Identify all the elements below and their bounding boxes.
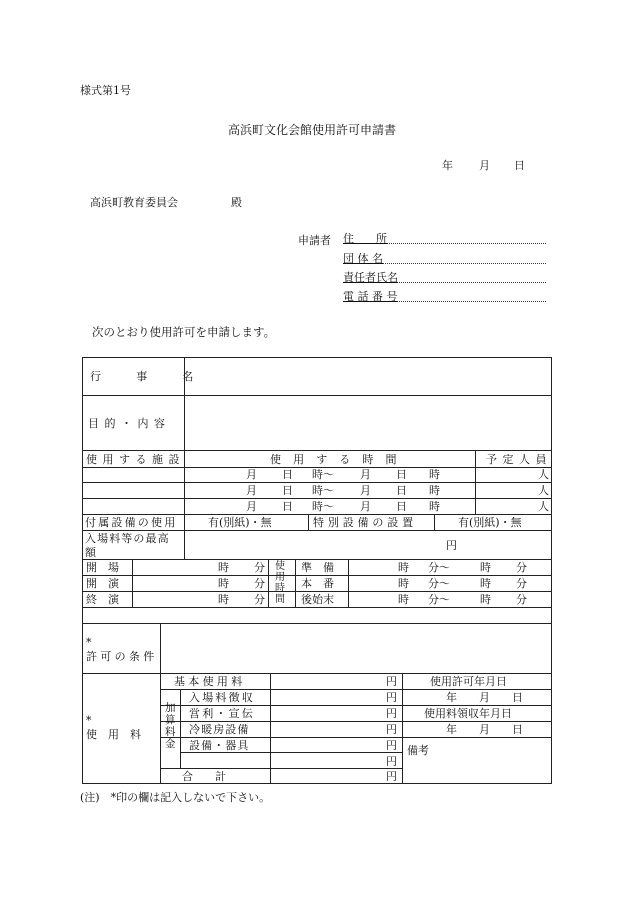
day-label: 日 <box>282 468 293 481</box>
max-fee-yen: 円 <box>446 539 457 552</box>
admission-fee-label: 入場料徴収 <box>189 691 255 704</box>
people-header: 予定人員 <box>486 453 552 466</box>
group-name-label: 団 体 名 <box>343 252 383 265</box>
equipment-fee-label: 設備・器具 <box>189 739 250 752</box>
date-year-label: 年 <box>442 159 453 172</box>
footnote: (注) *印の欄は記入しないで下さい。 <box>80 791 271 804</box>
hour-label: 時 <box>429 468 440 481</box>
conditions-star: * <box>86 636 92 649</box>
month-label: 月 <box>360 500 371 513</box>
fee-label: 使 用 料 <box>86 728 141 741</box>
close-show-label: 終 演 <box>86 593 119 606</box>
fun-label: 分 <box>516 593 527 606</box>
ji-label: 時 <box>398 561 409 574</box>
event-name-label: 行 事 名 <box>90 370 206 383</box>
basic-fee-label: 基本使用料 <box>174 675 246 688</box>
hour-from-label: 時〜 <box>312 484 334 497</box>
equipment-value[interactable]: 有(別紙)・無 <box>208 516 272 529</box>
day-label: 日 <box>396 500 407 513</box>
fun-label: 分 <box>254 561 265 574</box>
representative-label: 責任者氏名 <box>343 271 398 284</box>
day-label: 日 <box>282 484 293 497</box>
intro-text: 次のとおり使用許可を申請します。 <box>92 325 276 339</box>
people-unit: 人 <box>538 484 549 497</box>
representative-field[interactable] <box>343 269 546 283</box>
page-title: 高浜町文化会館使用許可申請書 <box>228 123 397 137</box>
month-label: 月 <box>360 484 371 497</box>
extra-fee-yen: 円 <box>386 755 397 768</box>
prep-label: 準 備 <box>301 561 334 574</box>
date-day-label: 日 <box>514 159 525 172</box>
fun-from-label: 分〜 <box>428 577 450 590</box>
commercial-label: 営利・宣伝 <box>189 707 255 720</box>
admission-fee-yen: 円 <box>386 691 397 704</box>
ji-label: 時 <box>218 577 229 590</box>
ji-label: 時 <box>480 561 491 574</box>
equipment-fee-yen: 円 <box>386 739 397 752</box>
open-show-label: 開 演 <box>86 577 119 590</box>
cleanup-label: 後始末 <box>301 593 334 606</box>
purpose-label: 目的・内容 <box>88 417 171 430</box>
phone-label: 電 話 番 号 <box>343 290 398 303</box>
day-label: 日 <box>282 500 293 513</box>
special-equipment-label: 特別設備の設置 <box>313 516 417 529</box>
month-label: 月 <box>360 468 371 481</box>
day-label: 日 <box>396 484 407 497</box>
ji-label: 時 <box>218 561 229 574</box>
hour-label: 時 <box>429 484 440 497</box>
facility-header: 使用する施設 <box>86 453 185 466</box>
ji-label: 時 <box>480 577 491 590</box>
remarks-label: 備考 <box>407 744 429 757</box>
usage-time-vertical-label: 使 用 時 間 <box>275 561 285 605</box>
aircon-label: 冷暖房設備 <box>189 723 250 736</box>
total-yen: 円 <box>386 770 397 783</box>
date-month-label: 月 <box>479 159 490 172</box>
fun-label: 分 <box>254 593 265 606</box>
max-fee-label: 入場料等の最高 <box>85 532 170 545</box>
month-label: 月 <box>246 484 257 497</box>
fee-star: * <box>86 714 92 727</box>
people-unit: 人 <box>538 468 549 481</box>
group-name-field[interactable] <box>343 250 546 264</box>
open-hall-label: 開 場 <box>86 561 119 574</box>
fun-label: 分 <box>516 561 527 574</box>
month-label: 月 <box>246 468 257 481</box>
ji-label: 時 <box>480 593 491 606</box>
receipt-date-label: 使用料領収年月日 <box>424 707 512 720</box>
address-field[interactable] <box>343 230 546 244</box>
month-label: 月 <box>246 500 257 513</box>
hour-from-label: 時〜 <box>312 500 334 513</box>
time-header: 使用する時間 <box>270 453 409 466</box>
commercial-yen: 円 <box>386 707 397 720</box>
hour-from-label: 時〜 <box>312 468 334 481</box>
total-label: 合 計 <box>182 770 226 783</box>
aircon-yen: 円 <box>386 723 397 736</box>
phone-field[interactable] <box>343 288 546 302</box>
honorific: 殿 <box>231 196 242 209</box>
conditions-label: 許可の条件 <box>86 650 158 663</box>
special-equipment-value[interactable]: 有(別紙)・無 <box>458 516 522 529</box>
permit-date-label: 使用許可年月日 <box>430 675 507 688</box>
main-label: 本 番 <box>301 577 334 590</box>
fun-from-label: 分〜 <box>428 561 450 574</box>
basic-fee-yen: 円 <box>386 675 397 688</box>
application-table <box>82 357 552 784</box>
max-fee-label-2: 額 <box>85 546 96 559</box>
fun-label: 分 <box>516 577 527 590</box>
addressee: 高浜町教育委員会 <box>90 196 178 209</box>
form-number: 様式第1号 <box>80 84 131 97</box>
ji-label: 時 <box>218 593 229 606</box>
receipt-date-ymd: 年 月 日 <box>446 723 523 736</box>
hour-label: 時 <box>429 500 440 513</box>
equipment-label: 付属設備の使用 <box>85 516 178 529</box>
additional-fee-vertical-label: 加 算 料 金 <box>165 702 176 750</box>
fun-label: 分 <box>254 577 265 590</box>
applicant-label: 申請者 <box>298 234 331 247</box>
ji-label: 時 <box>398 593 409 606</box>
permit-date-ymd: 年 月 日 <box>446 691 523 704</box>
people-unit: 人 <box>538 500 549 513</box>
ji-label: 時 <box>398 577 409 590</box>
fun-from-label: 分〜 <box>428 593 450 606</box>
address-label: 住 所 <box>343 232 387 245</box>
day-label: 日 <box>396 468 407 481</box>
